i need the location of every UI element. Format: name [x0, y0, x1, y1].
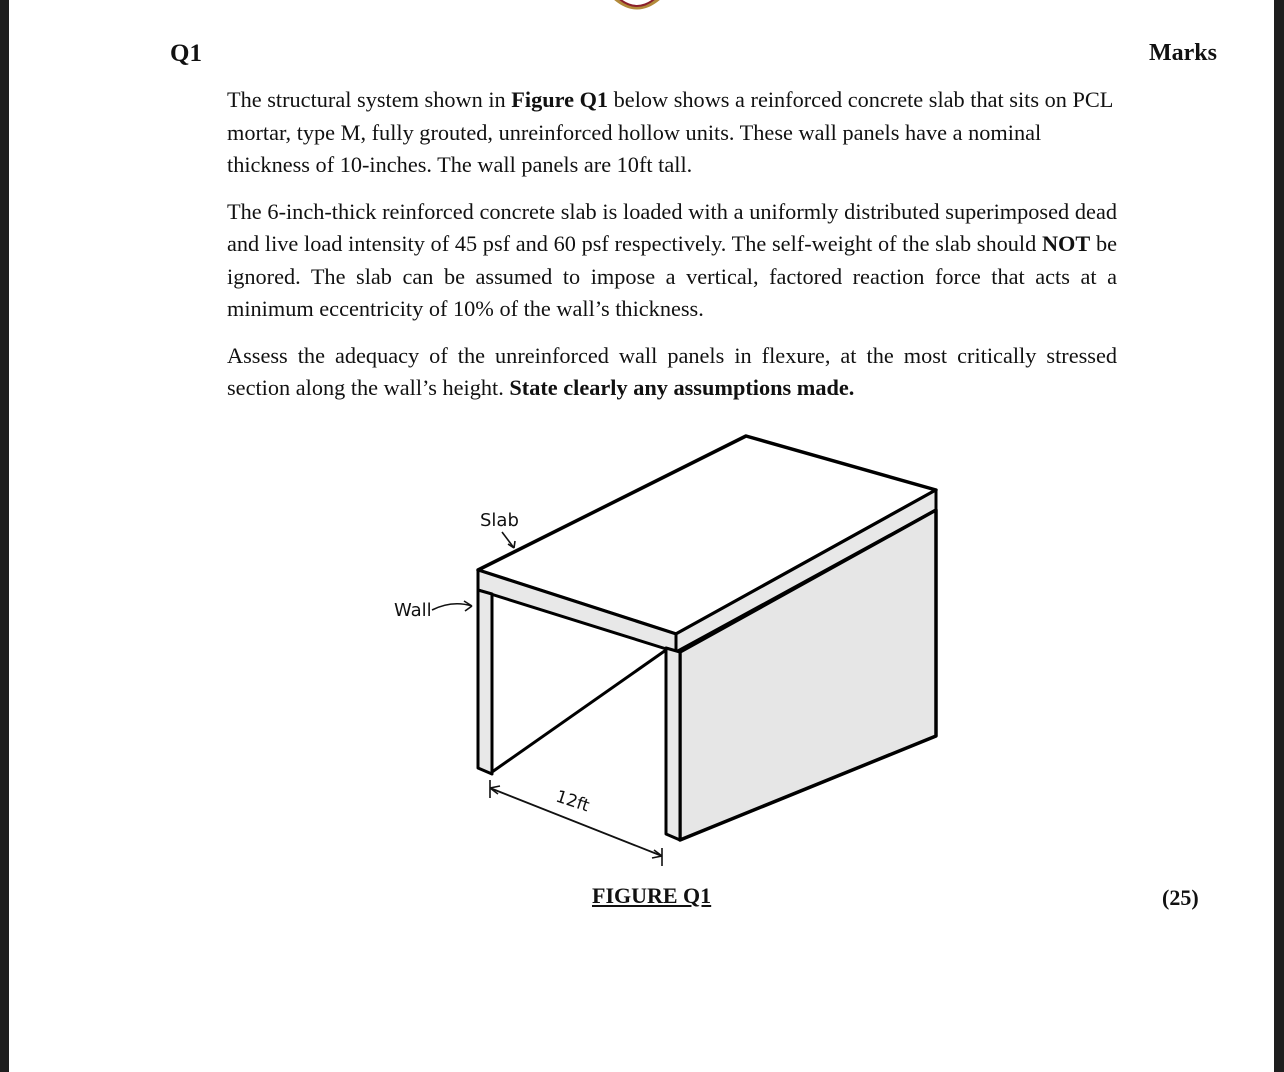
- question-number: Q1: [170, 40, 202, 67]
- page-edge-right: [1274, 0, 1284, 1072]
- text-run: The structural system shown in: [227, 87, 512, 112]
- text-run: below shows a reinforced concrete slab that sits on PCL mortar, type M, fully grouted, unreinforced hollow units. These wall panels have a nominal thickness of 10-inches. The wall panels are 10ft tall.: [227, 87, 1113, 177]
- dimension-tick-left-icon: [490, 780, 500, 798]
- question-paragraph-1: [227, 84, 1117, 182]
- marks-heading: Marks: [1149, 40, 1217, 66]
- left-wall: [478, 590, 492, 774]
- slab-label: Slab: [480, 510, 519, 531]
- right-wall-edge: [666, 648, 680, 840]
- question-paragraph-2: [227, 196, 1117, 326]
- page-edge-left: [0, 0, 9, 1072]
- question-body: [227, 84, 1117, 419]
- bold-text-run: Figure Q1: [511, 87, 609, 112]
- wall-label: Wall: [394, 600, 432, 621]
- slab-pointer-icon: [502, 532, 515, 548]
- text-run: be ignored. The slab can be assumed to impose a vertical, factored reaction force that acts at a minimum eccentricity of 10% of the wall’s thickness.: [227, 231, 1117, 321]
- text-run: Assess the adequacy of the unreinforced wall panels in flexure, at the most critically stressed section along the wall’s height.: [227, 342, 1117, 400]
- dimension-tick-right-icon: [652, 848, 662, 866]
- wall-arrow-icon: [432, 601, 472, 611]
- text-run: The 6-inch-thick reinforced concrete slab is loaded with a uniformly distributed superimposed dead and live load intensity of 45 psf and 60 psf respectively. The self-weight of the slab should: [227, 198, 1117, 256]
- span-label: 12ft: [553, 786, 592, 817]
- bold-text-run: NOT: [1041, 231, 1091, 256]
- total-marks: (25): [1162, 885, 1199, 910]
- figure-caption: FIGURE Q1: [592, 883, 712, 908]
- back-diagonal-line: [492, 650, 666, 772]
- university-crest-icon: [606, 0, 668, 20]
- bold-text-run: State clearly any assumptions made.: [509, 375, 855, 400]
- question-paragraph-3: [227, 340, 1117, 405]
- figure-q1-diagram: [380, 420, 960, 870]
